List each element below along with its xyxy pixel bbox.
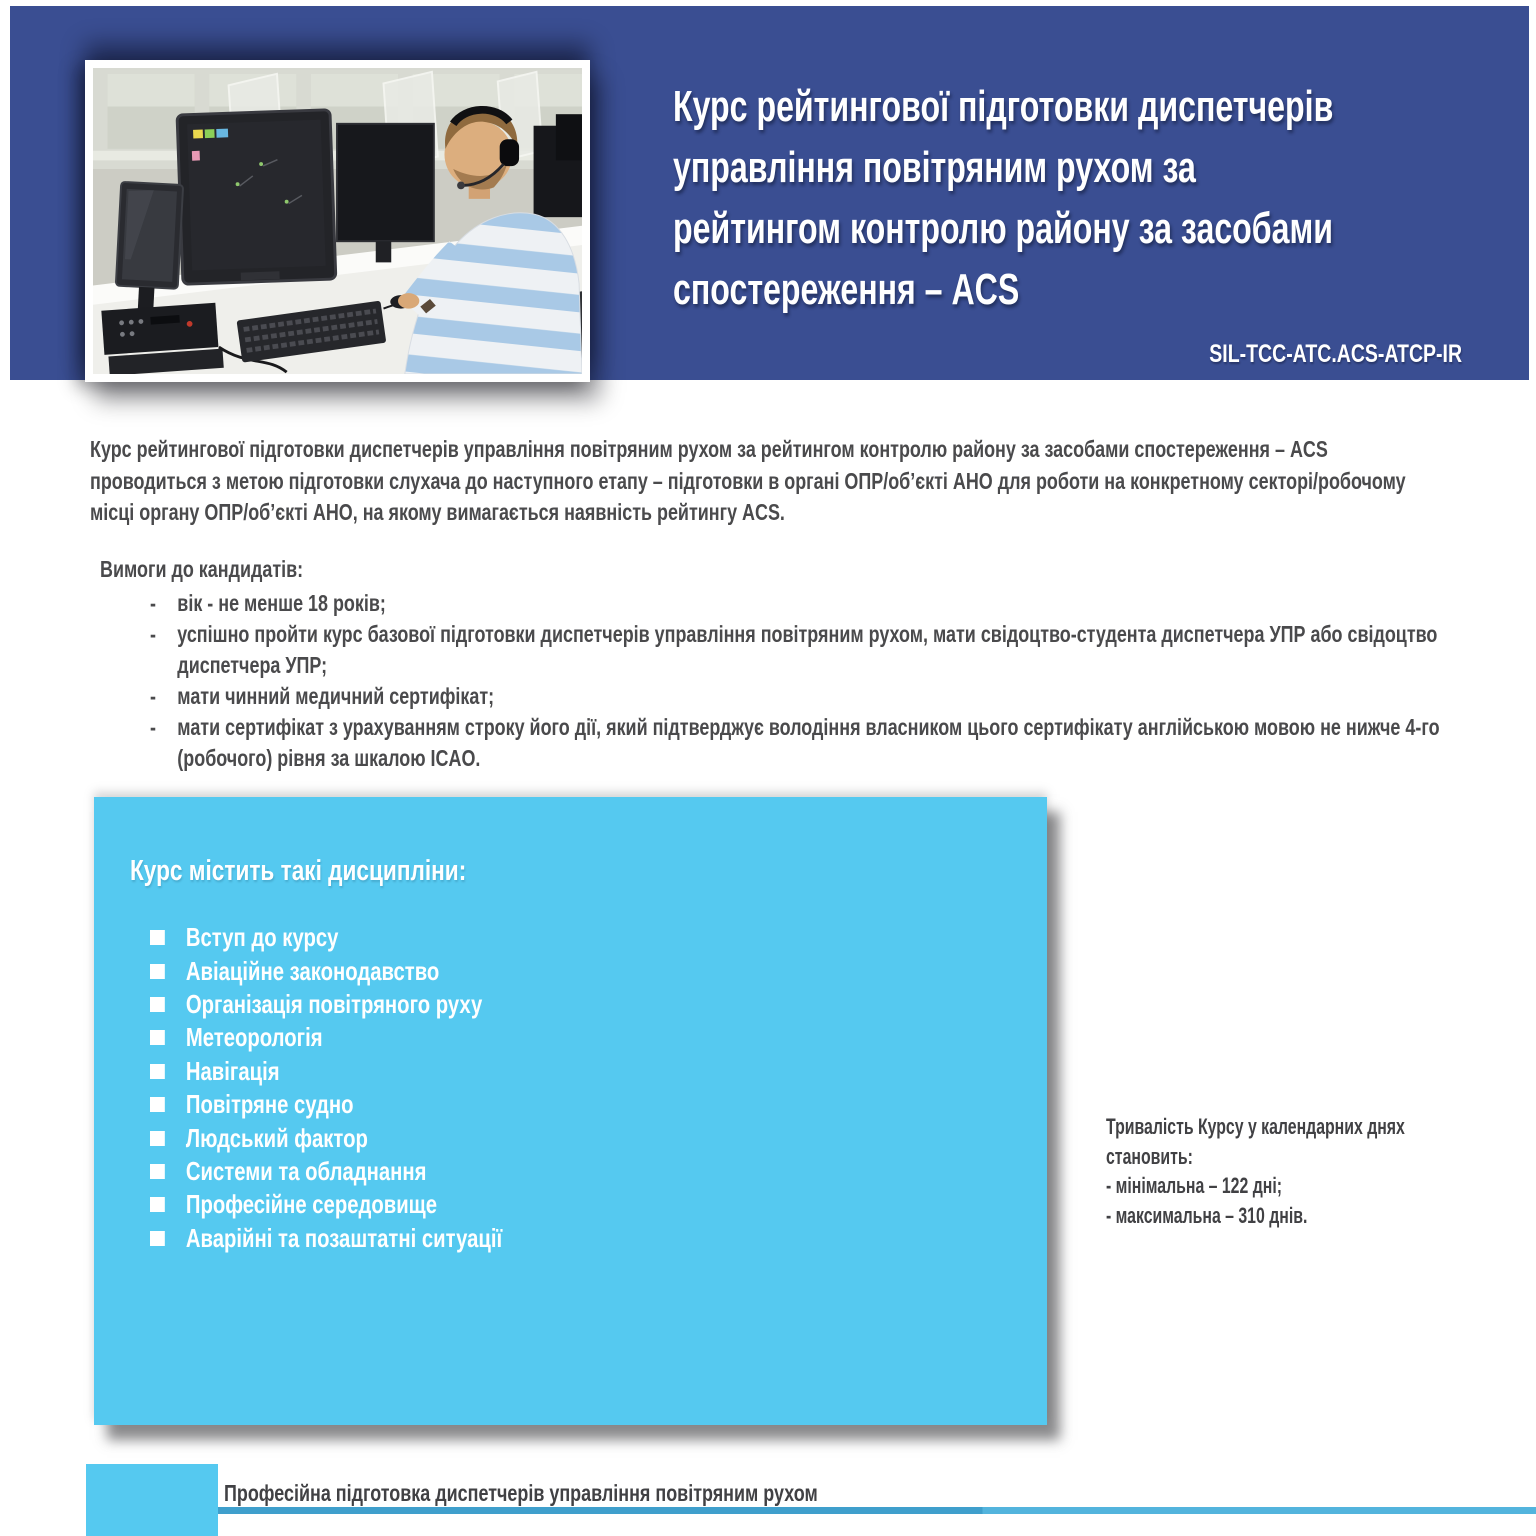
requirement-item	[150, 588, 1460, 619]
square-bullet-icon	[150, 1030, 165, 1045]
discipline-text: Вступ до курсу	[185, 922, 339, 953]
disciplines-panel	[94, 797, 1047, 1425]
square-bullet-icon	[150, 1197, 165, 1212]
atc-simulator-photo	[85, 60, 590, 382]
square-bullet-icon	[150, 1231, 165, 1246]
requirements-heading: Вимоги до кандидатів:	[100, 556, 304, 582]
discipline-text: Людський фактор	[185, 1122, 368, 1153]
square-bullet-icon	[150, 1131, 165, 1146]
duration-line: становить:	[1106, 1143, 1193, 1169]
requirement-text: мати чинний медичний сертифікат;	[177, 683, 495, 709]
course-title-line: управління повітряним рухом за	[673, 143, 1196, 192]
duration-line: Тривалість Курсу у календарних днях	[1106, 1114, 1405, 1139]
dash-marker: -	[150, 683, 156, 709]
dash-marker: -	[150, 621, 156, 647]
requirement-text: мати сертифікат з урахуванням строку його дії, який підтверджує володіння власником цього сертифікату англійською мовою не нижче 4-го (робочого) рівня за шкалою ICAO.	[177, 714, 1440, 771]
footer-accent-square	[86, 1464, 218, 1536]
square-bullet-icon	[150, 964, 165, 979]
discipline-text: Аварійні та позаштатні ситуації	[185, 1222, 503, 1253]
footer-divider-line	[218, 1507, 1536, 1514]
footer-text: Професійна підготовка диспетчерів управління повітряним рухом	[224, 1480, 818, 1506]
discipline-item	[150, 1155, 1008, 1188]
duration-block	[1106, 1112, 1536, 1230]
dash-marker: -	[150, 590, 156, 616]
discipline-text: Авіаційне законодавство	[185, 955, 440, 986]
square-bullet-icon	[150, 1064, 165, 1079]
discipline-text: Організація повітряного руху	[185, 988, 483, 1019]
requirement-item	[150, 681, 1460, 712]
requirement-text: успішно пройти курс базової підготовки диспетчерів управління повітряним рухом, мати свідоцтво-студента диспетчера УПР або свідоцтво диспетчера УПР;	[177, 621, 1438, 678]
square-bullet-icon	[150, 1164, 165, 1179]
course-title-line: рейтингом контролю району за засобами	[673, 204, 1334, 253]
duration-line: - мінімальна – 122 дні;	[1106, 1173, 1283, 1198]
discipline-item	[150, 921, 1008, 954]
discipline-item	[150, 954, 1008, 987]
discipline-item	[150, 1121, 1008, 1154]
discipline-text: Метеорологія	[185, 1022, 323, 1053]
requirement-item	[150, 619, 1460, 681]
requirements-list	[150, 588, 1460, 774]
requirement-text: вік - не менше 18 років;	[177, 590, 386, 616]
discipline-text: Професійне середовище	[185, 1189, 438, 1220]
square-bullet-icon	[150, 1097, 165, 1112]
square-bullet-icon	[150, 930, 165, 945]
dash-marker: -	[150, 714, 156, 740]
discipline-item	[150, 1088, 1008, 1121]
requirement-item	[150, 712, 1460, 774]
discipline-item	[150, 1222, 1008, 1255]
discipline-item	[150, 1055, 1008, 1088]
discipline-item	[150, 1021, 1008, 1054]
disciplines-list	[150, 921, 1008, 1255]
intro-paragraph: Курс рейтингової підготовки диспетчерів управління повітряним рухом за рейтингом контролю району за засобами спостереження – ACS проводиться з метою підготовки слухача до наступного етапу – підготовки в органі ОПР/об’єкті АНО для роботи на конкретному секторі/робочому місці органу ОПР/об’єкті АНО, на якому вимагається наявність рейтингу ACS.	[90, 436, 1406, 525]
discipline-text: Навігація	[185, 1055, 280, 1086]
course-title	[673, 76, 1520, 320]
course-title-line: спостереження – ACS	[673, 265, 1020, 314]
discipline-item	[150, 1188, 1008, 1221]
course-title-line: Курс рейтингової підготовки диспетчерів	[673, 82, 1334, 131]
disciplines-heading: Курс містить такі дисципліни:	[130, 855, 467, 887]
simulator-photo-illustration	[93, 68, 582, 374]
discipline-item	[150, 988, 1008, 1021]
discipline-text: Повітряне судно	[185, 1089, 354, 1120]
discipline-text: Системи та обладнання	[185, 1155, 427, 1186]
course-code: SIL-TCC-ATC.ACS-ATCP-IR	[1209, 340, 1462, 368]
duration-line: - максимальна – 310 днів.	[1106, 1202, 1308, 1228]
square-bullet-icon	[150, 997, 165, 1012]
